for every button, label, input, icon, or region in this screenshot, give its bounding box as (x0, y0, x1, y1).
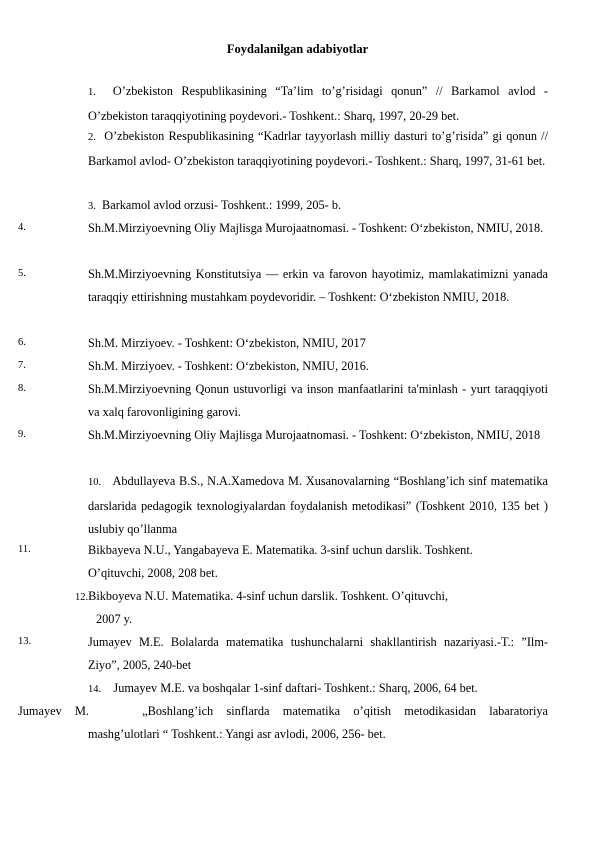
reference-2 (88, 125, 548, 173)
reference-text: O’zbekiston Respublikasining “Ta’lim to’g’risidagi qonun” // Barkamol avlod - O’zbekiston taraqqiyotining poydevori.- Toshkent.: Sharq, 1997, 20-29 bet. (88, 84, 548, 123)
reference-4: Sh.M.Mirziyoevning Oliy Majlisga Murojaatnomasi. - Toshkent: O‘zbekiston, NMIU, 2018. (88, 221, 544, 235)
reference-number: 1. (88, 87, 96, 98)
reference-11-line-1: Bikbayeva N.U., Yangabayeva E. Matematika. 3-sinf uchun darslik. Toshkent. (88, 543, 473, 557)
reference-number: 9. (18, 429, 26, 440)
reference-number: 14. (88, 684, 102, 695)
reference-author: Jumayev M. (18, 704, 90, 718)
reference-number: 12. (75, 592, 89, 603)
reference-12-line-1 (75, 585, 545, 610)
reference-15-line-2: mashg’ulotlari “ Toshkent.: Yangi asr avlodi, 2006, 256- bet. (88, 727, 386, 741)
reference-8: Sh.M.Mirziyoevning Qonun ustuvorligi va inson manfaatlarini ta'minlash - yurt taraqqiyoti va xalq farovonligining garovi. (88, 382, 548, 419)
reference-text: Bikboyeva N.U. Matematika. 4-sinf uchun darslik. Toshkent. O’qituvchi, (88, 589, 449, 603)
reference-9: Sh.M.Mirziyoevning Oliy Majlisga Murojaatnomasi. - Toshkent: O‘zbekiston, NMIU, 2018 (88, 428, 541, 442)
reference-text: Barkamol avlod orzusi- Toshkent.: 1999, 205- b. (102, 198, 342, 212)
reference-13: Jumayev M.E. Bolalarda matematika tushunchalarni shakllantirish nazariyasi.-T.: ”Ilm-Ziyo”, 2005, 240-bet (88, 635, 548, 672)
reference-6: Sh.M. Mirziyoev. - Toshkent: O‘zbekiston, NMIU, 2017 (88, 336, 366, 350)
reference-7: Sh.M. Mirziyoev. - Toshkent: O‘zbekiston, NMIU, 2016. (88, 359, 369, 373)
reference-1 (88, 80, 548, 128)
reference-number: 6. (18, 337, 26, 348)
reference-number: 8. (18, 383, 26, 394)
reference-number: 10. (88, 477, 102, 488)
page-title: Foydalanilgan adabiyotlar (226, 42, 369, 56)
reference-5: Sh.M.Mirziyoevning Konstitutsiya — erkin va farovon hayotimiz, mamlakatimizni yanada taraqqiy ettirishning mustahkam poydevoridir. – Toshkent: O‘zbekiston NMIU, 2018. (88, 267, 548, 304)
reference-number: 2. (88, 132, 96, 143)
reference-text: „Boshlang’ich sinflarda matematika o’qitish metodikasidan labaratoriya (142, 704, 549, 718)
reference-number: 11. (18, 544, 31, 555)
reference-number: 3. (88, 201, 96, 212)
reference-number: 13. (18, 636, 32, 647)
reference-number: 4. (18, 222, 26, 233)
reference-text: Jumayev M.E. va boshqalar 1-sinf daftari- Toshkent.: Sharq, 2006, 64 bet. (113, 681, 478, 695)
reference-11-line-2: O’qituvchi, 2008, 208 bet. (88, 566, 218, 580)
reference-text: Abdullayeva B.S., N.A.Xamedova M. Xusanovalarning “Boshlang’ich sinf matematika darslarida pedagogik texnologiyalardan foydalanish metodikasi” (Toshkent 2010, 135 bet ) uslubiy qo’llanma (88, 474, 548, 536)
reference-14 (88, 677, 548, 702)
reference-3 (88, 194, 548, 219)
reference-10 (88, 470, 548, 540)
reference-15-line-1 (18, 700, 548, 723)
reference-12-line-2: 2007 y. (96, 612, 133, 626)
reference-text: O’zbekiston Respublikasining “Kadrlar tayyorlash milliy dasturi to’g’risida” gi qonun // Barkamol avlod- O’zbekiston taraqqiyotining poydevori.- Toshkent.: Sharq, 1997, 31-61 bet. (88, 129, 548, 168)
reference-number: 5. (18, 268, 26, 279)
reference-number: 7. (18, 360, 26, 371)
